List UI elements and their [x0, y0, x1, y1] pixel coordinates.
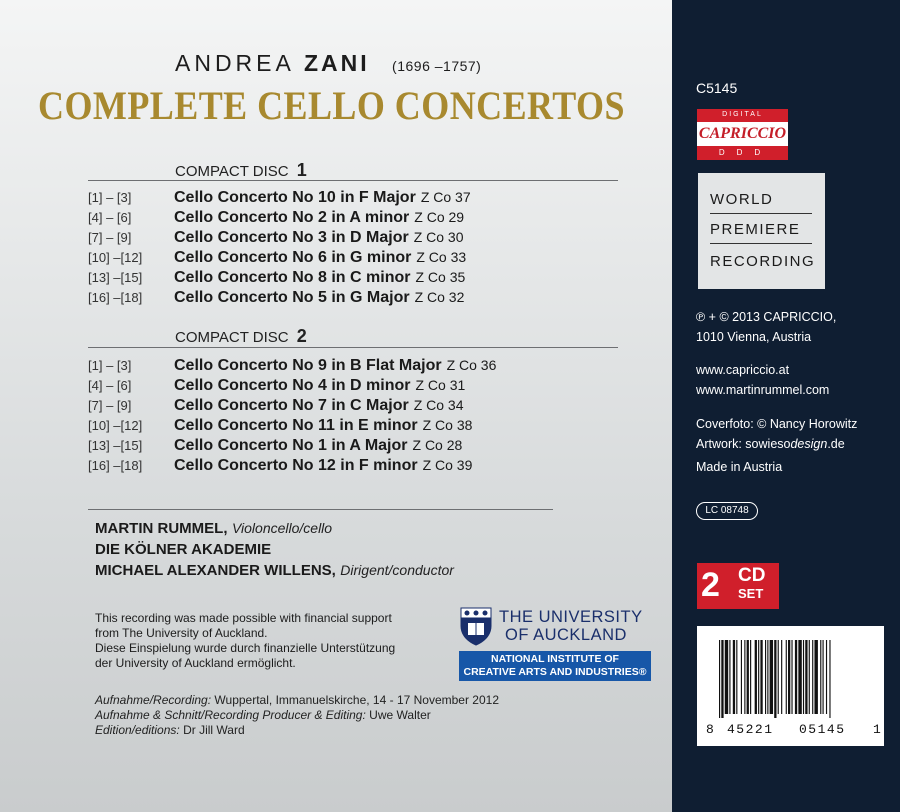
credit-row	[95, 693, 499, 708]
track-row	[88, 355, 588, 375]
barcode-bar	[729, 640, 730, 714]
institute-banner	[459, 651, 651, 681]
university-name	[499, 608, 643, 644]
institute-line-2: CREATIVE ARTS AND INDUSTRIES®	[463, 666, 647, 678]
support-note	[95, 611, 395, 671]
university-crest-icon	[459, 606, 493, 646]
support-line: Diese Einspielung wurde durch finanzielle Unterstützung	[95, 641, 396, 655]
badge-line-recording: RECORDING	[710, 253, 816, 270]
credit-value: Uwe Walter	[369, 708, 431, 722]
track-catalog: Z Co 34	[413, 397, 464, 413]
barcode-bar	[774, 640, 776, 718]
performer-role: Violoncello/cello	[231, 520, 333, 536]
track-title: Cello Concerto No 7 in C Major	[174, 397, 409, 414]
credit-value: Wuppertal, Immanuelskirche, 14 - 17 November 2012	[214, 693, 500, 707]
track-catalog: Z Co 33	[416, 249, 467, 265]
barcode-bar	[770, 640, 773, 714]
track-title: Cello Concerto No 3 in D Major	[174, 229, 409, 246]
credit-row	[95, 723, 499, 738]
track-catalog: Z Co 39	[422, 457, 473, 473]
performers	[95, 518, 454, 581]
disc-2-tracklist	[88, 355, 588, 475]
track-title: Cello Concerto No 8 in C minor	[174, 269, 411, 286]
barcode-last-digit: 1	[873, 722, 881, 737]
track-range: [7] – [9]	[88, 398, 132, 413]
credit-label: Aufnahme/Recording:	[95, 693, 212, 707]
2cd-set-badge	[697, 563, 779, 609]
barcode-bar	[760, 640, 762, 714]
track-title: Cello Concerto No 2 in A minor	[174, 209, 410, 226]
barcode-digits	[697, 722, 884, 738]
capriccio-website-link[interactable]: www.capriccio.at	[696, 363, 790, 377]
disc-1-tracklist	[88, 187, 588, 307]
made-in: Made in Austria	[696, 460, 783, 474]
credit-value: Dr Jill Ward	[183, 723, 245, 737]
barcode-bar	[786, 640, 787, 714]
track-row	[88, 375, 588, 395]
set-cd-text: CD	[738, 565, 766, 586]
barcode-bar	[791, 640, 792, 714]
track-range: [16] –[18]	[88, 290, 143, 305]
web-links	[696, 360, 829, 400]
track-title: Cello Concerto No 4 in D minor	[174, 377, 411, 394]
disc-number: 2	[296, 326, 307, 346]
badge-line-world: WORLD	[710, 191, 774, 208]
disc-2-rule	[88, 347, 618, 348]
track-catalog: Z Co 38	[422, 417, 473, 433]
barcode-bar	[719, 640, 720, 718]
copyright-line: ℗ + © 2013 CAPRICCIO,	[696, 310, 837, 324]
university-name-line-2: OF AUCKLAND	[505, 626, 627, 644]
track-catalog: Z Co 30	[413, 229, 464, 245]
barcode-bar	[805, 640, 807, 714]
barcode-bar	[812, 640, 813, 714]
performer-role: Dirigent/conductor	[340, 562, 454, 578]
barcode-bar	[765, 640, 766, 714]
track-row	[88, 435, 588, 455]
track-row	[88, 207, 588, 227]
disc-1-rule	[88, 180, 618, 181]
barcode-bar	[733, 640, 735, 714]
logo-digital-text: DIGITAL	[722, 111, 763, 118]
logo-ddd-text: DDD	[718, 148, 773, 157]
performer-name: MICHAEL ALEXANDER WILLENS,	[95, 562, 336, 579]
track-range: [4] – [6]	[88, 210, 132, 225]
track-row	[88, 187, 588, 207]
performer-row	[95, 539, 454, 560]
barcode-bar	[741, 640, 742, 714]
track-title: Cello Concerto No 11 in E minor	[174, 417, 418, 434]
composer-last-name: ZANI	[303, 50, 370, 76]
set-count: 2	[701, 566, 719, 604]
barcode-bar	[826, 640, 827, 714]
rummel-website-link[interactable]: www.martinrummel.com	[696, 383, 830, 397]
barcode-bars-icon	[719, 640, 874, 718]
disc-label: COMPACT DISC	[175, 329, 289, 346]
barcode-bar	[747, 640, 749, 714]
credit-label: Edition/editions:	[95, 723, 180, 737]
barcode-bar	[758, 640, 759, 714]
disc-number: 1	[296, 160, 307, 180]
composer-first-name: ANDREA	[175, 50, 294, 76]
recording-credits	[95, 693, 499, 738]
barcode-bar	[788, 640, 790, 714]
track-row	[88, 455, 588, 475]
track-title: Cello Concerto No 6 in G minor	[174, 249, 412, 266]
artwork-prefix: Artwork: sowieso	[696, 437, 791, 451]
barcode-bar	[795, 640, 797, 714]
logo-name: CAPRICCIO	[697, 122, 788, 146]
badge-line-premiere: PREMIERE	[710, 221, 801, 238]
artwork-credit	[696, 434, 857, 454]
artwork-suffix: .de	[827, 437, 845, 451]
track-range: [1] – [3]	[88, 190, 132, 205]
credit-row	[95, 708, 499, 723]
track-title: Cello Concerto No 1 in A Major	[174, 437, 408, 454]
track-row	[88, 287, 588, 307]
track-title: Cello Concerto No 5 in G Major	[174, 289, 410, 306]
set-word: SET	[738, 586, 764, 601]
track-catalog: Z Co 37	[420, 189, 471, 205]
track-catalog: Z Co 32	[414, 289, 465, 305]
track-catalog: Z Co 28	[412, 437, 463, 453]
barcode-left-digits: 45221	[727, 722, 774, 737]
track-row	[88, 415, 588, 435]
barcode	[697, 626, 884, 746]
barcode-bar	[778, 640, 779, 714]
performer-name: DIE KÖLNER AKADEMIE	[95, 541, 272, 558]
badge-rule	[710, 213, 812, 214]
track-row	[88, 247, 588, 267]
track-row	[88, 227, 588, 247]
credit-label: Aufnahme & Schnitt/Recording Producer & Editing:	[95, 708, 366, 722]
track-range: [7] – [9]	[88, 230, 132, 245]
address-line: 1010 Vienna, Austria	[696, 330, 812, 344]
track-title: Cello Concerto No 9 in B Flat Major	[174, 357, 442, 374]
track-range: [13] –[15]	[88, 270, 143, 285]
coverfoto-credit: Coverfoto: © Nancy Horowitz	[696, 417, 858, 431]
barcode-bar	[755, 640, 757, 714]
artwork-italic: design	[790, 437, 828, 451]
barcode-bar	[803, 640, 804, 714]
barcode-bar	[750, 640, 751, 714]
university-name-line-1: THE UNIVERSITY	[499, 608, 643, 626]
institute-line-1: NATIONAL INSTITUTE OF	[491, 653, 619, 665]
album-title: COMPLETE CELLO CONCERTOS	[38, 83, 625, 128]
composer-line	[175, 50, 481, 77]
track-range: [10] –[12]	[88, 418, 143, 433]
track-range: [16] –[18]	[88, 458, 143, 473]
performer-row	[95, 518, 454, 539]
capriccio-logo	[697, 109, 788, 160]
track-title: Cello Concerto No 12 in F minor	[174, 457, 418, 474]
barcode-bar	[767, 640, 768, 714]
support-line: This recording was made possible with financial support	[95, 611, 392, 625]
support-line: der University of Auckland ermöglicht.	[95, 656, 296, 670]
track-range: [1] – [3]	[88, 358, 132, 373]
track-range: [4] – [6]	[88, 378, 132, 393]
track-catalog: Z Co 29	[414, 209, 465, 225]
label-code-badge: LC 08748	[696, 502, 758, 520]
disc-1-heading	[175, 160, 307, 181]
performers-rule	[88, 509, 553, 510]
barcode-bar	[823, 640, 824, 714]
world-premiere-badge	[698, 173, 825, 289]
track-catalog: Z Co 36	[446, 357, 497, 373]
catalog-number: C5145	[696, 80, 738, 96]
barcode-bar	[744, 640, 745, 714]
track-catalog: Z Co 35	[415, 269, 466, 285]
disc-2-heading	[175, 326, 307, 347]
track-catalog: Z Co 31	[415, 377, 466, 393]
track-title: Cello Concerto No 10 in F Major	[174, 189, 416, 206]
track-range: [10] –[12]	[88, 250, 143, 265]
barcode-bar	[829, 640, 830, 718]
track-row	[88, 267, 588, 287]
artwork-credits	[696, 414, 857, 454]
barcode-right-digits: 05145	[799, 722, 846, 737]
track-range: [13] –[15]	[88, 438, 143, 453]
barcode-bar	[781, 640, 782, 714]
badge-rule	[710, 243, 812, 244]
track-row	[88, 395, 588, 415]
barcode-bar	[721, 640, 723, 718]
barcode-bar	[736, 640, 737, 714]
barcode-bar	[725, 640, 728, 714]
university-logo	[459, 606, 651, 681]
disc-label: COMPACT DISC	[175, 163, 289, 180]
performer-name: MARTIN RUMMEL,	[95, 520, 228, 537]
barcode-first-digit: 8	[706, 722, 714, 737]
composer-dates: (1696 –1757)	[392, 58, 482, 74]
performer-row	[95, 560, 454, 581]
copyright-block	[696, 307, 836, 347]
barcode-bar	[798, 640, 801, 714]
barcode-bar	[809, 640, 810, 714]
barcode-bar	[814, 640, 817, 714]
support-line: from The University of Auckland.	[95, 626, 268, 640]
barcode-bar	[820, 640, 821, 714]
